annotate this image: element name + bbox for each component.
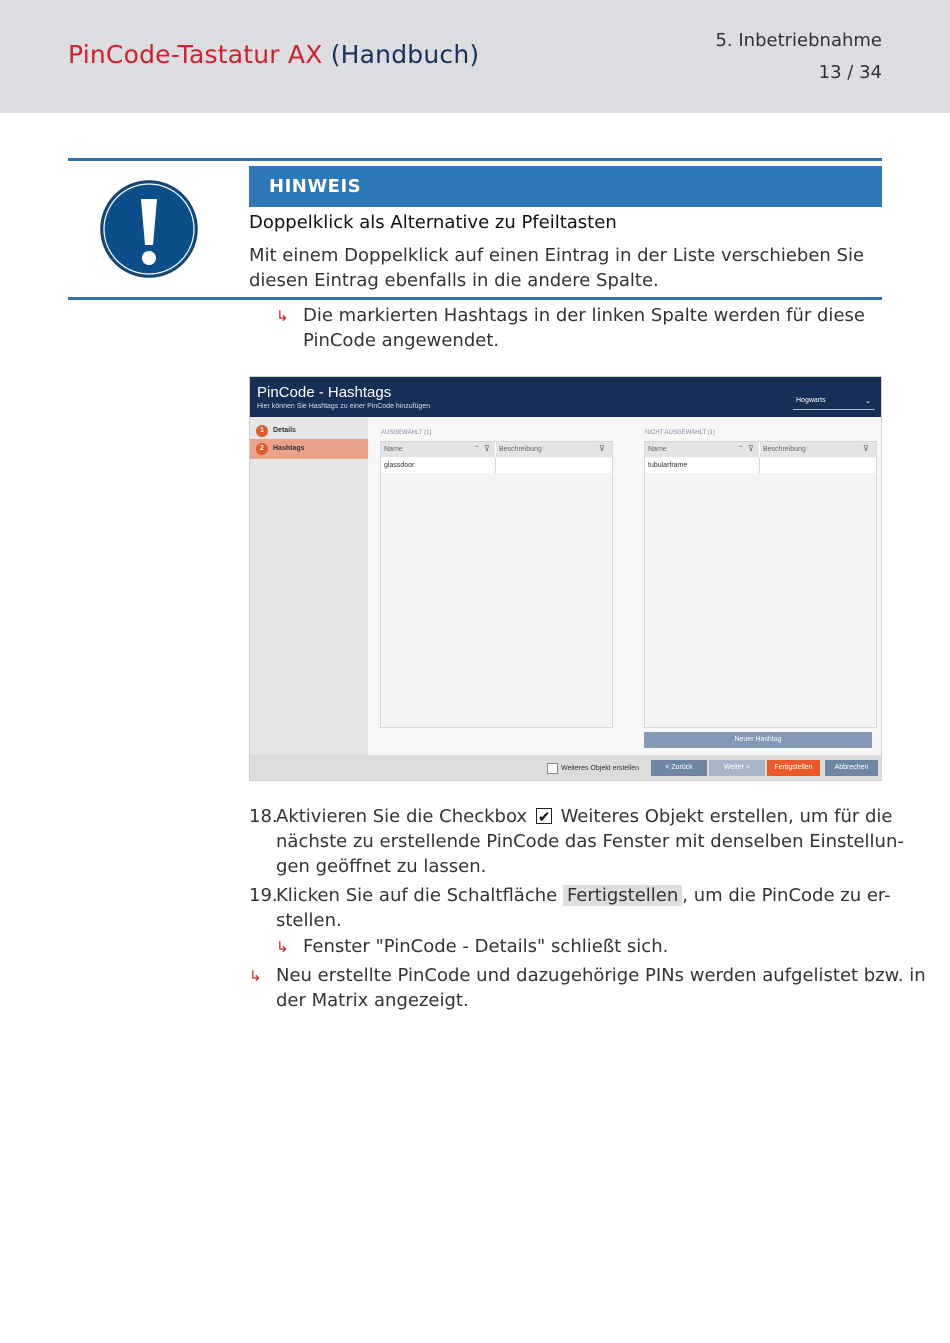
description-column-header[interactable]: Beschreibung bbox=[499, 446, 542, 453]
selected-list bbox=[380, 441, 613, 728]
step-19-line2: stellen. bbox=[276, 910, 342, 931]
step-18-line3: gen geöffnet zu lassen. bbox=[276, 856, 487, 877]
name-column-header[interactable]: Name bbox=[648, 446, 667, 453]
step-19-number: 19. bbox=[249, 885, 278, 906]
document-title bbox=[68, 40, 479, 69]
sort-asc-icon[interactable]: ⌃ bbox=[474, 446, 480, 452]
site-dropdown-value: Hogwarts bbox=[796, 397, 826, 404]
cancel-button[interactable]: Abbrechen bbox=[825, 760, 878, 776]
hinweis-heading: Doppelklick als Alternative zu Pfeiltasten bbox=[249, 212, 617, 233]
app-titlebar bbox=[250, 377, 882, 417]
description-column-header[interactable]: Beschreibung bbox=[763, 446, 806, 453]
step-19-line1 bbox=[276, 883, 891, 908]
step-18-line1 bbox=[276, 804, 893, 829]
hinweis-bottom-rule bbox=[68, 297, 882, 300]
filter-icon[interactable]: ⊽ bbox=[863, 444, 869, 453]
list-item[interactable] bbox=[381, 458, 612, 473]
create-another-checkbox[interactable] bbox=[547, 763, 558, 774]
finish-button-reference: Fertigstellen bbox=[563, 885, 682, 906]
step-19-text-pre: Klicken Sie auf die Schaltfläche bbox=[276, 885, 558, 906]
page-header bbox=[0, 0, 950, 113]
sort-asc-icon[interactable]: ⌃ bbox=[738, 446, 744, 452]
result-text-line1: Die markierten Hashtags in der linken Spalte werden für diese bbox=[303, 305, 865, 326]
manual-label: (Handbuch) bbox=[330, 40, 480, 69]
filter-icon[interactable]: ⊽ bbox=[484, 444, 490, 453]
new-hashtag-button[interactable]: Neuer Hashtag bbox=[644, 732, 872, 748]
hashtag-name: tubularframe bbox=[648, 462, 688, 469]
product-name: PinCode-Tastatur AX bbox=[68, 40, 323, 69]
step-19-text-post: , um die PinCode zu er- bbox=[682, 885, 891, 906]
filter-icon[interactable]: ⊽ bbox=[748, 444, 754, 453]
step-number: 2 bbox=[256, 443, 268, 455]
hinweis-label: HINWEIS bbox=[269, 176, 362, 197]
wizard-step-details[interactable] bbox=[250, 421, 368, 441]
name-column-header[interactable]: Name bbox=[384, 446, 403, 453]
wizard-step-hashtags[interactable] bbox=[250, 439, 368, 459]
list-header bbox=[381, 442, 612, 457]
step-18-line2: nächste zu erstellende PinCode das Fenster mit denselben Einstellun- bbox=[276, 831, 904, 852]
step-label: Hashtags bbox=[273, 445, 305, 452]
chevron-down-icon: ⌄ bbox=[865, 398, 871, 405]
list-header bbox=[645, 442, 876, 457]
hashtag-name: glassdoor bbox=[384, 462, 415, 469]
filter-icon[interactable]: ⊽ bbox=[599, 444, 605, 453]
page-number: 13 / 34 bbox=[818, 62, 882, 83]
next-button[interactable]: Weiter > bbox=[709, 760, 765, 776]
unselected-column-label: NICHT AUSGEWÄHLT (1) bbox=[645, 430, 716, 436]
hashtag-editor bbox=[368, 417, 882, 755]
result-arrow-icon: ↳ bbox=[276, 938, 289, 956]
step-number: 1 bbox=[256, 425, 268, 437]
step-label: Details bbox=[273, 427, 296, 434]
site-dropdown[interactable] bbox=[793, 397, 875, 410]
result-arrow-icon: ↳ bbox=[249, 967, 262, 985]
hinweis-text: Mit einem Doppelklick auf einen Eintrag in der Liste verschieben Sie diesen Eintrag ebenfalls in die andere Spalte. bbox=[249, 245, 865, 291]
app-subtitle: Hier können Sie Hashtags zu einer PinCode hinzufügen bbox=[257, 403, 431, 410]
result-arrow-icon: ↳ bbox=[276, 307, 289, 325]
result-text-line2: PinCode angewendet. bbox=[303, 330, 500, 351]
wizard-sidebar bbox=[250, 417, 368, 755]
checked-checkbox-icon bbox=[536, 808, 552, 824]
wizard-footer bbox=[250, 755, 882, 781]
hinweis-banner bbox=[249, 166, 882, 207]
hinweis-top-rule bbox=[68, 158, 882, 161]
final-result-line1: Neu erstellte PinCode und dazugehörige PINs werden aufgelistet bzw. in bbox=[276, 965, 926, 986]
chapter-label: 5. Inbetriebnahme bbox=[715, 30, 882, 51]
step-19-result: Fenster "PinCode - Details" schließt sich. bbox=[303, 936, 669, 957]
step-18-text-pre: Aktivieren Sie die Checkbox bbox=[276, 806, 528, 827]
app-title: PinCode - Hashtags bbox=[257, 384, 392, 401]
back-button[interactable]: < Zurück bbox=[651, 760, 707, 776]
exclamation-icon bbox=[99, 179, 199, 279]
app-screenshot bbox=[249, 376, 882, 781]
list-item[interactable] bbox=[645, 458, 876, 473]
unselected-list bbox=[644, 441, 877, 728]
final-result-line2: der Matrix angezeigt. bbox=[276, 990, 469, 1011]
selected-column-label: AUSGEWÄHLT (1) bbox=[381, 430, 432, 436]
create-another-label: Weiteres Objekt erstellen bbox=[561, 765, 640, 772]
step-18-number: 18. bbox=[249, 806, 278, 827]
finish-button[interactable]: Fertigstellen bbox=[767, 760, 820, 776]
step-18-text-post: Weiteres Objekt erstellen, um für die bbox=[560, 806, 893, 827]
